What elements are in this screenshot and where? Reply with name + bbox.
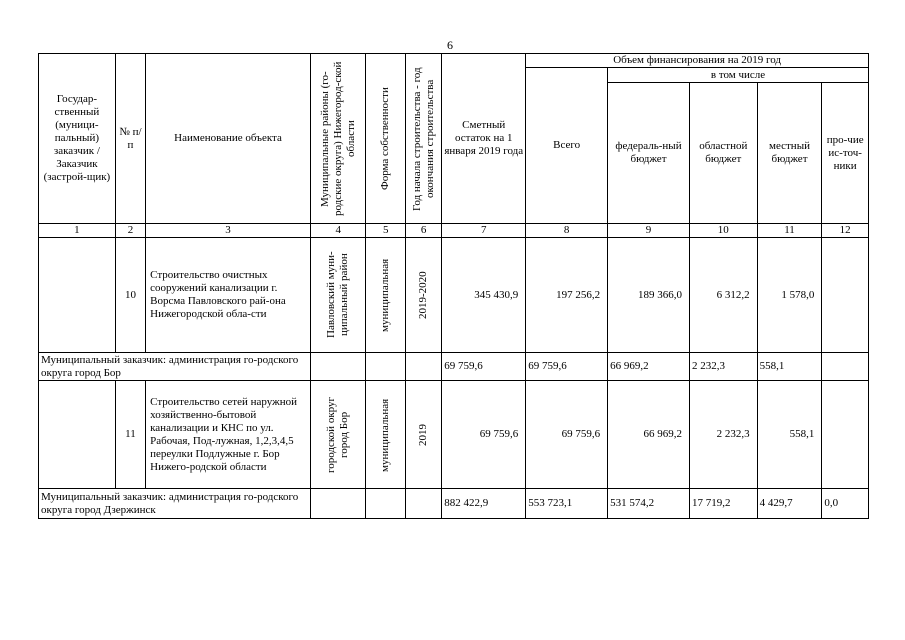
header-regional: областной бюджет: [689, 83, 757, 224]
row-district-cell: [310, 381, 366, 489]
page-number: 6: [447, 38, 453, 52]
row-federal: 66 969,2: [608, 381, 690, 489]
header-ownership: Форма собственности: [379, 87, 392, 190]
header-municipal-districts: Муниципальные районы (го-родские округа) Нижегород-ской области: [318, 61, 357, 216]
row-federal: 189 366,0: [608, 238, 690, 353]
row-balance: 69 759,6: [442, 353, 526, 381]
row-customer: [39, 238, 116, 353]
header-years: Год начала строительства - год окончания строительства: [410, 66, 436, 211]
row-district-cell: [310, 238, 366, 353]
row-ownership: муниципальная: [379, 258, 392, 332]
header-object-name: Наименование объекта: [146, 54, 311, 224]
empty-cell: [310, 489, 366, 519]
table-row: [39, 238, 869, 353]
column-number: 11: [757, 224, 822, 238]
row-total: 69 759,6: [526, 381, 608, 489]
row-regional: 2 232,3: [689, 381, 757, 489]
row-local: 1 578,0: [757, 238, 822, 353]
header-customer: Государ-ственный (муници-пальный) заказчик / Заказчик (застрой-щик): [39, 54, 116, 224]
row-regional: 2 232,3: [689, 353, 757, 381]
row-federal: 531 574,2: [608, 489, 690, 519]
row-balance: 345 430,9: [442, 238, 526, 353]
row-other: [822, 381, 869, 489]
column-number: 2: [115, 224, 145, 238]
row-regional: 17 719,2: [689, 489, 757, 519]
header-districts-cell: [310, 54, 366, 224]
row-ownership-cell: [366, 238, 405, 353]
financing-table: [38, 53, 869, 519]
row-balance: 882 422,9: [442, 489, 526, 519]
row-regional: 6 312,2: [689, 238, 757, 353]
row-other: [822, 353, 869, 381]
row-years-cell: [405, 238, 441, 353]
row-district: Павловский муни-ципальный район: [325, 251, 351, 339]
row-ownership-cell: [366, 381, 405, 489]
row-other: 0,0: [822, 489, 869, 519]
empty-cell: [310, 353, 366, 381]
row-years: 2019-2020: [417, 271, 430, 319]
row-total: 553 723,1: [526, 489, 608, 519]
header-federal: федераль-ный бюджет: [608, 83, 690, 224]
column-number: 5: [366, 224, 405, 238]
row-object-name: Строительство очистных сооружений канализации г. Ворсма Павловского рай-она Нижегородской обла-сти: [146, 238, 311, 353]
column-number: 4: [310, 224, 366, 238]
row-customer: [39, 381, 116, 489]
column-number: 1: [39, 224, 116, 238]
header-estimated-balance: Сметный остаток на 1 января 2019 года: [442, 54, 526, 224]
header-ownership-cell: [366, 54, 405, 224]
empty-cell: [405, 353, 441, 381]
row-years-cell: [405, 381, 441, 489]
column-number: 6: [405, 224, 441, 238]
column-number: 10: [689, 224, 757, 238]
customer-subheader-row: [39, 489, 869, 519]
empty-cell: [366, 489, 405, 519]
customer-subheader-row: [39, 353, 869, 381]
row-district: городской округ город Бор: [325, 396, 351, 473]
row-local: 4 429,7: [757, 489, 822, 519]
empty-cell: [405, 489, 441, 519]
row-federal: 66 969,2: [608, 353, 690, 381]
row-object-name: Строительство сетей наружной хозяйственно-бытовой канализации и КНС по ул. Рабочая, Под-лужная, 1,2,3,4,5 переулки Подлужные г. Бор Нижего-родской области: [146, 381, 311, 489]
row-num: 11: [115, 381, 145, 489]
row-ownership: муниципальная: [379, 397, 392, 472]
row-local: 558,1: [757, 381, 822, 489]
row-other: [822, 238, 869, 353]
customer-subheader: Муниципальный заказчик: администрация го-родского округа город Дзержинск: [39, 489, 311, 519]
row-num: 10: [115, 238, 145, 353]
row-total: 197 256,2: [526, 238, 608, 353]
column-number: 9: [608, 224, 690, 238]
column-number: 3: [146, 224, 311, 238]
column-number: 8: [526, 224, 608, 238]
column-number: 7: [442, 224, 526, 238]
row-years: 2019: [417, 423, 430, 446]
header-financing-volume: Объем финансирования на 2019 год: [526, 54, 869, 68]
header-total: Всего: [526, 68, 608, 224]
column-number: 12: [822, 224, 869, 238]
header-other: про-чие ис-точ-ники: [822, 83, 869, 224]
column-numbers-row: [39, 224, 869, 238]
empty-cell: [366, 353, 405, 381]
row-balance: 69 759,6: [442, 381, 526, 489]
header-years-cell: [405, 54, 441, 224]
customer-subheader: Муниципальный заказчик: администрация го-родского округа город Бор: [39, 353, 311, 381]
header-num: № п/п: [115, 54, 145, 224]
row-total: 69 759,6: [526, 353, 608, 381]
table-row: [39, 381, 869, 489]
header-including: в том числе: [608, 68, 869, 83]
header-local: местный бюджет: [757, 83, 822, 224]
row-local: 558,1: [757, 353, 822, 381]
